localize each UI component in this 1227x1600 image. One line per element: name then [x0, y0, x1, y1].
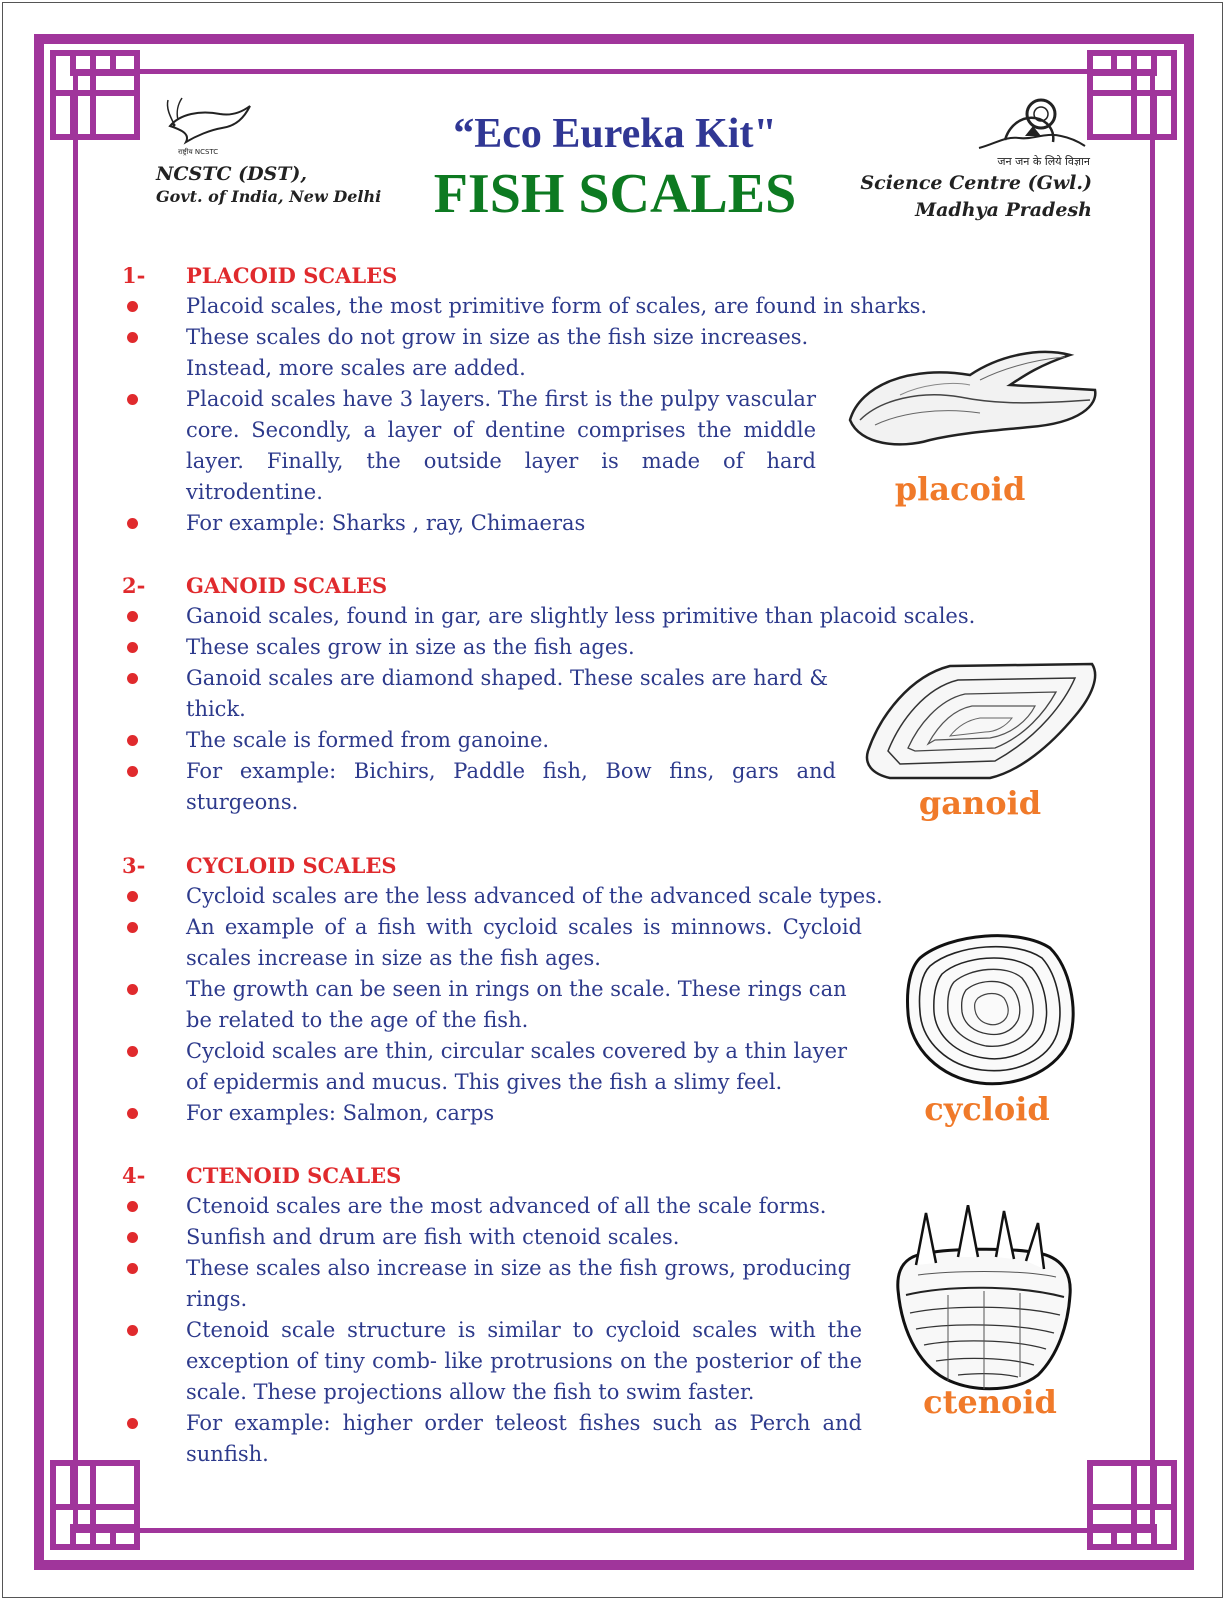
bullet-icon [127, 1325, 138, 1336]
bullet-icon [127, 673, 138, 684]
list-item [122, 663, 836, 725]
ctenoid-scale-illustration [888, 1205, 1078, 1395]
list-item [122, 322, 816, 384]
bullet-text: Cycloid scales are the less advanced of the advanced scale types. [186, 884, 883, 908]
section-heading [122, 260, 942, 291]
bullet-icon [127, 1108, 138, 1119]
right-org-line1: Science Centre (Gwl.) [860, 172, 1092, 194]
bullet-icon [127, 1046, 138, 1057]
corner-ornament-icon [1085, 1458, 1179, 1552]
bullet-icon [127, 1263, 138, 1274]
left-organization [156, 162, 381, 208]
bullet-icon [127, 922, 138, 933]
bullet-text: An example of a fish with cycloid scales is minnows. Cycloid scales increase in size as the fish ages. [186, 915, 862, 970]
list-item [122, 1253, 862, 1315]
bullet-icon [127, 735, 138, 746]
bullet-text: These scales grow in size as the fish ages. [186, 635, 635, 659]
list-item [122, 632, 836, 663]
section-heading [122, 1160, 882, 1191]
right-organization [800, 170, 1092, 224]
section-number: 4- [122, 1163, 146, 1188]
bullet-icon [127, 611, 138, 622]
list-item [122, 912, 862, 974]
bullet-icon [127, 301, 138, 312]
list-item [122, 756, 836, 818]
section-cycloid [122, 850, 882, 1129]
cycloid-scale-illustration [900, 928, 1080, 1093]
section-number: 3- [122, 853, 146, 878]
placoid-scale-illustration [840, 345, 1105, 465]
bullet-icon [127, 518, 138, 529]
bullet-text: Cycloid scales are thin, circular scales covered by a thin layer of epidermis and mucus. This gives the fish a slimy feel. [186, 1039, 848, 1094]
section-title: CTENOID SCALES [186, 1163, 402, 1188]
figure-label: ctenoid [923, 1383, 1057, 1421]
list-item [122, 1036, 862, 1098]
list-item [122, 974, 862, 1036]
list-item [122, 1098, 862, 1129]
bullet-text: These scales do not grow in size as the fish size increases. Instead, more scales are added. [186, 325, 809, 380]
bullet-text: For examples: Salmon, carps [186, 1101, 495, 1125]
list-item [122, 291, 996, 322]
right-tagline: जन जन के लिये विज्ञान [997, 155, 1090, 168]
bullet-icon [127, 394, 138, 405]
list-item [122, 601, 1046, 632]
bullet-text: Ganoid scales, found in gar, are slightly less primitive than placoid scales. [186, 604, 976, 628]
corner-ornament-icon [48, 1458, 142, 1552]
page-title: FISH SCALES [433, 163, 797, 225]
bullet-icon [127, 1232, 138, 1243]
bullet-text: The growth can be seen in rings on the scale. These rings can be related to the age of the fish. [186, 977, 847, 1032]
list-item [122, 384, 816, 508]
list-item [122, 1191, 862, 1222]
bullet-text: Ctenoid scale structure is similar to cycloid scales with the exception of tiny comb- like protrusions on the posterior of the scale. These projections allow the fish to swim faster. [186, 1318, 862, 1404]
ganoid-scale-illustration [860, 656, 1105, 786]
bullet-text: For example: Bichirs, Paddle fish, Bow fins, gars and sturgeons. [186, 759, 836, 814]
section-placoid [122, 260, 942, 539]
bullet-text: Sunfish and drum are fish with ctenoid scales. [186, 1225, 680, 1249]
bullet-icon [127, 891, 138, 902]
section-ganoid [122, 570, 982, 818]
section-heading [122, 850, 882, 881]
corner-ornament-icon [48, 48, 142, 142]
bullet-icon [127, 1418, 138, 1429]
section-title: PLACOID SCALES [186, 263, 398, 288]
list-item [122, 881, 946, 912]
bullet-icon [127, 984, 138, 995]
bullet-icon [127, 642, 138, 653]
section-number: 1- [122, 263, 146, 288]
list-item [122, 1222, 862, 1253]
right-org-line2: Madhya Pradesh [915, 199, 1092, 221]
bullet-text: For example: Sharks , ray, Chimaeras [186, 511, 586, 535]
section-title: CYCLOID SCALES [186, 853, 397, 878]
science-centre-logo-icon [975, 96, 1087, 156]
figure-label: ganoid [918, 784, 1042, 822]
bullet-text: Ganoid scales are diamond shaped. These scales are hard & thick. [186, 666, 829, 721]
list-item [122, 725, 836, 756]
bullet-text: These scales also increase in size as the fish grows, producing rings. [186, 1256, 852, 1311]
bullet-text: Ctenoid scales are the most advanced of all the scale forms. [186, 1194, 827, 1218]
bullet-text: Placoid scales, the most primitive form of scales, are found in sharks. [186, 294, 928, 318]
bullet-text: For example: higher order teleost fishes such as Perch and sunfish. [186, 1411, 862, 1466]
svg-text:राष्ट्रीय NCSTC: राष्ट्रीय NCSTC [178, 148, 219, 156]
bullet-icon [127, 332, 138, 343]
list-item [122, 1408, 862, 1470]
bullet-text: Placoid scales have 3 layers. The first is the pulpy vascular core. Secondly, a layer of dentine comprises the middle layer. Finally, the outside layer is made of hard vitrodentine. [186, 387, 816, 504]
left-org-line1: NCSTC (DST), [156, 163, 308, 185]
section-number: 2- [122, 573, 146, 598]
bullet-text: The scale is formed from ganoine. [186, 728, 550, 752]
dove-logo-icon [160, 96, 252, 158]
section-heading [122, 570, 982, 601]
bullet-icon [127, 1201, 138, 1212]
bullet-icon [127, 766, 138, 777]
list-item [122, 1315, 862, 1408]
section-ctenoid [122, 1160, 882, 1470]
figure-label: cycloid [924, 1090, 1050, 1128]
figure-label: placoid [894, 470, 1026, 508]
list-item [122, 508, 816, 539]
section-title: GANOID SCALES [186, 573, 388, 598]
left-org-line2: Govt. of India, New Delhi [156, 187, 382, 206]
kit-title: “Eco Eureka Kit" [453, 111, 777, 157]
corner-ornament-icon [1085, 48, 1179, 142]
